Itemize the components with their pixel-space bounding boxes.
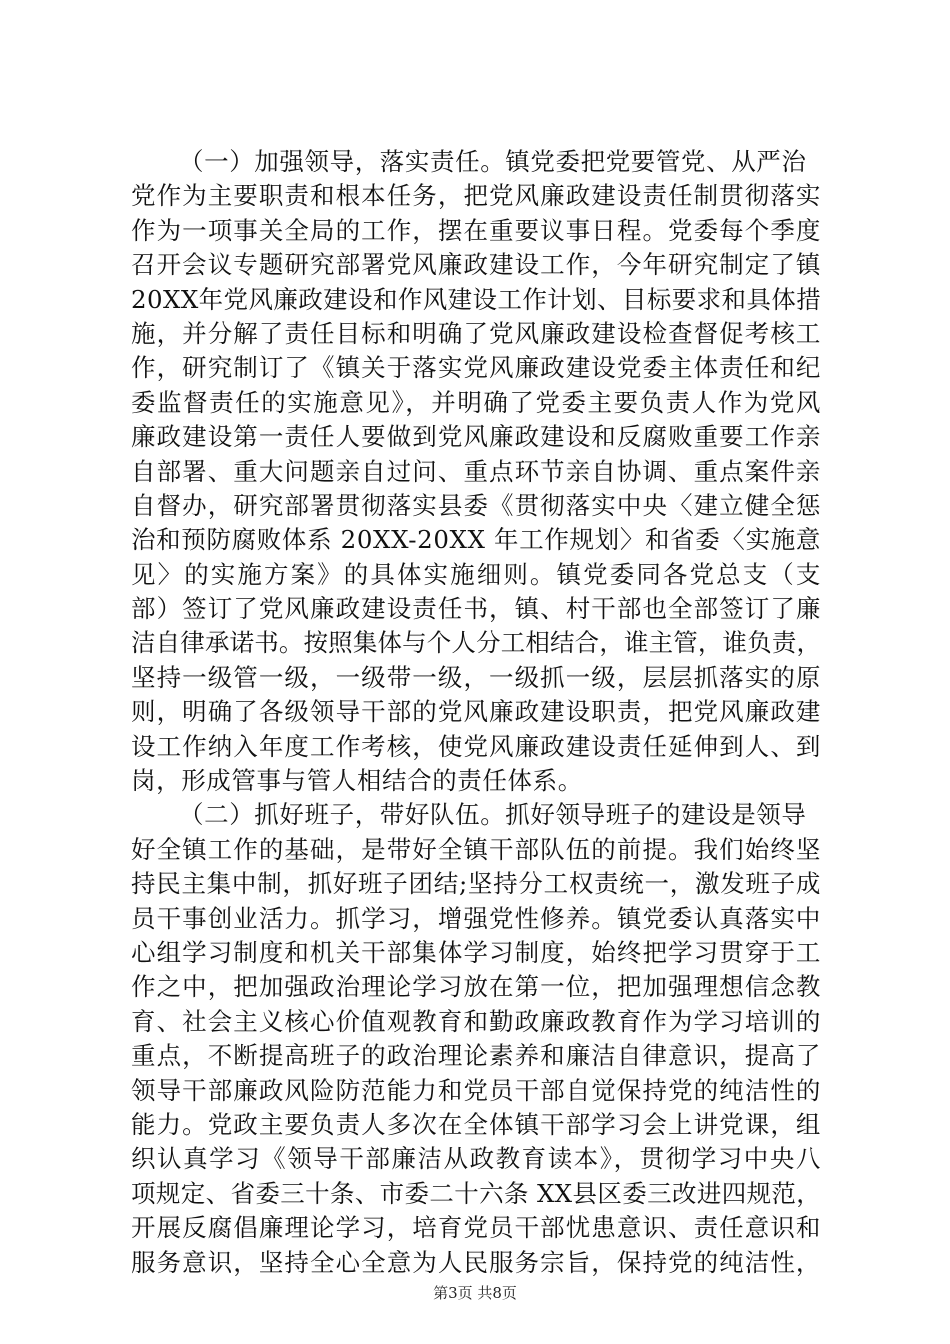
text-line: 作之中，把加强政治理论学习放在第一位，把加强理想信念教 <box>131 972 821 1002</box>
text-line: 岗，形成管事与管人相结合的责任体系。 <box>131 766 583 796</box>
text-line: 部）签订了党风廉政建设责任书，镇、村干部也全部签订了廉 <box>131 594 821 624</box>
text-line: 施，并分解了责任目标和明确了党风廉政建设检查督促考核工 <box>131 318 821 348</box>
text-line: 洁自律承诺书。按照集体与个人分工相结合，谁主管，谁负责， <box>131 628 821 658</box>
text-line: 作为一项事关全局的工作，摆在重要议事日程。党委每个季度 <box>131 215 821 245</box>
text-line: 育、社会主义核心价值观教育和勤政廉政教育作为学习培训的 <box>131 1006 821 1036</box>
text-line: 设工作纳入年度工作考核，使党风廉政建设责任延伸到人、到 <box>131 731 821 761</box>
text-line: 自督办，研究部署贯彻落实县委《贯彻落实中央〈建立健全惩 <box>131 490 821 520</box>
paragraph-1 <box>131 145 821 798</box>
text-line: 治和预防腐败体系 20XX-20XX 年工作规划〉和省委〈实施意 <box>131 525 821 555</box>
text-line: 召开会议专题研究部署党风廉政建设工作，今年研究制定了镇 <box>131 250 821 280</box>
text-line: （一）加强领导，落实责任。镇党委把党要管党、从严治 <box>179 147 807 176</box>
text-line: 则，明确了各级领导干部的党风廉政建设职责，把党风廉政建 <box>131 697 821 727</box>
text-line: 开展反腐倡廉理论学习，培育党员干部忧患意识、责任意识和 <box>131 1213 821 1243</box>
text-line: 重点，不断提高班子的政治理论素养和廉洁自律意识，提高了 <box>131 1041 821 1071</box>
text-line: 好全镇工作的基础，是带好全镇干部队伍的前提。我们始终坚 <box>131 834 821 864</box>
text-line: 员干事创业活力。抓学习，增强党性修养。镇党委认真落实中 <box>131 903 821 933</box>
text-line: 持民主集中制，抓好班子团结;坚持分工权责统一，激发班子成 <box>131 869 821 899</box>
text-line: 心组学习制度和机关干部集体学习制度，始终把学习贯穿于工 <box>131 937 821 967</box>
text-line: 能力。党政主要负责人多次在全体镇干部学习会上讲党课，组 <box>131 1109 821 1139</box>
text-line: 领导干部廉政风险防范能力和党员干部自觉保持党的纯洁性的 <box>131 1075 821 1105</box>
text-line: 委监督责任的实施意见》，并明确了党委主要负责人作为党风 <box>131 387 821 417</box>
text-line: 自部署、重大问题亲自过问、重点环节亲自协调、重点案件亲 <box>131 456 821 486</box>
text-line: 坚持一级管一级，一级带一级，一级抓一级，层层抓落实的原 <box>131 662 821 692</box>
body-text <box>131 145 821 1280</box>
paragraph-2 <box>131 798 821 1279</box>
text-line: 见〉的实施方案》的具体实施细则。镇党委同各党总支（支 <box>131 559 821 589</box>
text-line: 20XX年党风廉政建设和作风建设工作计划、目标要求和具体措 <box>131 284 822 314</box>
text-line: （二）抓好班子，带好队伍。抓好领导班子的建设是领导 <box>179 800 807 830</box>
text-line: 作，研究制订了《镇关于落实党风廉政建设党委主体责任和纪 <box>131 353 821 383</box>
text-line: 项规定、省委三十条、市委二十六条 XX县区委三改进四规范， <box>131 1178 821 1208</box>
text-line: 党作为主要职责和根本任务，把党风廉政建设责任制贯彻落实 <box>131 181 821 211</box>
page-number-footer: 第3页 共8页 <box>433 1284 517 1302</box>
text-line: 织认真学习《领导干部廉洁从政教育读本》，贯彻学习中央八 <box>131 1144 821 1174</box>
text-line: 廉政建设第一责任人要做到党风廉政建设和反腐败重要工作亲 <box>131 422 821 452</box>
text-line: 服务意识，坚持全心全意为人民服务宗旨，保持党的纯洁性， <box>131 1247 821 1277</box>
